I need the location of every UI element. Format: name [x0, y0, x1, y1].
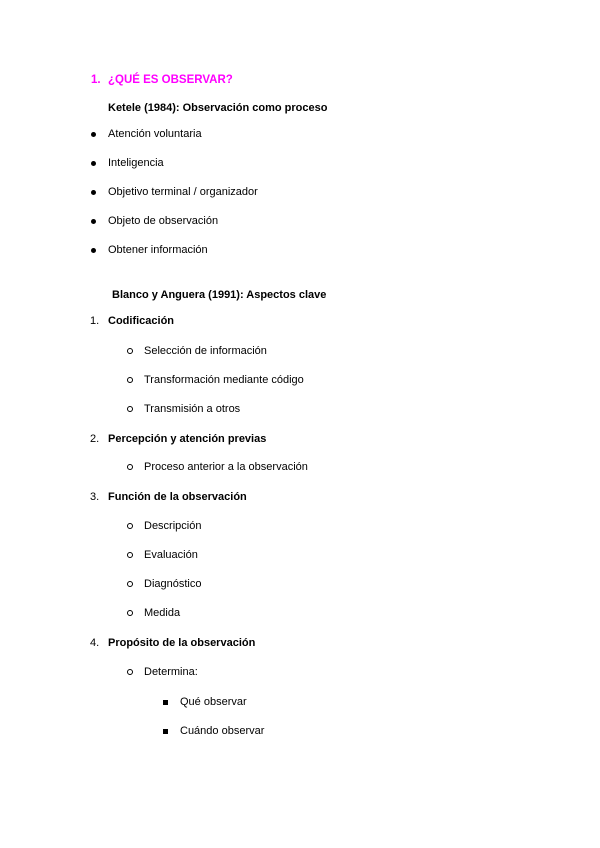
- section-number: 4.: [90, 637, 100, 649]
- ketele-item: Objeto de observación: [108, 215, 219, 227]
- section-number: 1.: [90, 315, 100, 327]
- section-item: Selección de información: [144, 345, 267, 357]
- bullet-circle-icon: [127, 523, 133, 529]
- blanco-title: Blanco y Anguera (1991): Aspectos clave: [112, 289, 327, 301]
- section-item: Transmisión a otros: [144, 403, 241, 415]
- section-title: Percepción y atención previas: [108, 433, 267, 445]
- section-title: Propósito de la observación: [108, 637, 256, 649]
- ketele-item: Atención voluntaria: [108, 128, 202, 140]
- section-item: Determina:: [144, 666, 198, 678]
- section-title: Codificación: [108, 315, 175, 327]
- bullet-circle-icon: [127, 552, 133, 558]
- bullet-disc-icon: [91, 161, 96, 166]
- section-number: 2.: [90, 433, 100, 445]
- section-item: Proceso anterior a la observación: [144, 461, 308, 473]
- section-subitem: Qué observar: [180, 696, 247, 708]
- section-item: Diagnóstico: [144, 578, 202, 590]
- ketele-item: Objetivo terminal / organizador: [108, 186, 258, 198]
- ketele-title: Ketele (1984): Observación como proceso: [108, 102, 328, 114]
- bullet-disc-icon: [91, 219, 96, 224]
- bullet-circle-icon: [127, 406, 133, 412]
- section-item: Transformación mediante código: [144, 374, 304, 386]
- bullet-disc-icon: [91, 132, 96, 137]
- bullet-circle-icon: [127, 348, 133, 354]
- bullet-square-icon: [163, 700, 168, 705]
- section-subitem: Cuándo observar: [180, 725, 265, 737]
- bullet-circle-icon: [127, 464, 133, 470]
- ketele-item: Obtener información: [108, 244, 208, 256]
- section-item: Medida: [144, 607, 181, 619]
- bullet-circle-icon: [127, 377, 133, 383]
- bullet-circle-icon: [127, 610, 133, 616]
- section-item: Descripción: [144, 520, 202, 532]
- bullet-circle-icon: [127, 669, 133, 675]
- section-item: Evaluación: [144, 549, 198, 561]
- bullet-disc-icon: [91, 190, 96, 195]
- bullet-disc-icon: [91, 248, 96, 253]
- bullet-circle-icon: [127, 581, 133, 587]
- section-number: 3.: [90, 491, 100, 503]
- heading-number: 1.: [91, 74, 101, 86]
- bullet-square-icon: [163, 729, 168, 734]
- heading-title: ¿QUÉ ES OBSERVAR?: [108, 74, 233, 86]
- ketele-item: Inteligencia: [108, 157, 164, 169]
- section-title: Función de la observación: [108, 491, 247, 503]
